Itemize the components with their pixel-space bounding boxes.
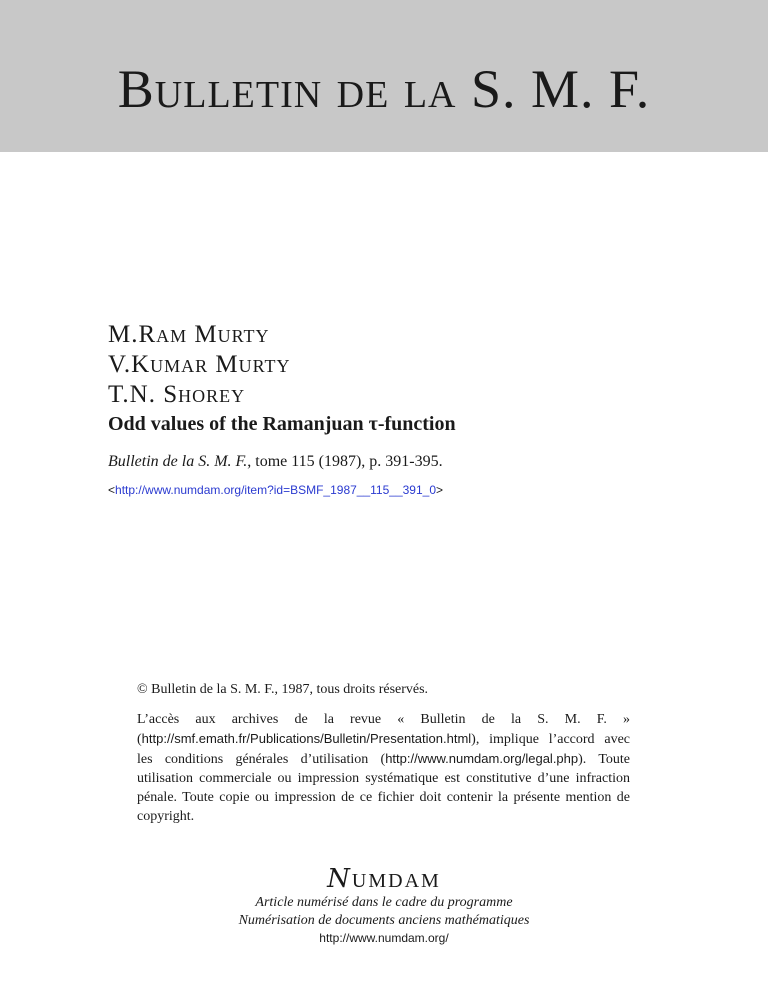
logo-text: UMDAM [351, 870, 441, 892]
notice-text: L’accès aux archives de la revue « Bulletin de la S. M. F. » ( [137, 712, 630, 747]
article-url-line [108, 483, 443, 497]
numdam-link[interactable]: http://www.numdam.org/ [319, 931, 449, 945]
numdam-logo [0, 866, 768, 894]
copyright-notice: © Bulletin de la S. M. F., 1987, tous droits réservés. [137, 682, 429, 697]
logo-initial: N [327, 864, 352, 894]
citation [108, 453, 443, 471]
citation-details: , tome 115 (1987), p. 391-395. [247, 453, 443, 470]
footer-line: Article numérisé dans le cadre du programme [255, 895, 513, 910]
journal-presentation-link[interactable]: http://smf.emath.fr/Publications/Bulletin/Presentation.html [141, 731, 472, 746]
article-link[interactable]: http://www.numdam.org/item?id=BSMF_1987__115__391_0 [115, 483, 436, 497]
legal-link[interactable]: http://www.numdam.org/legal.php [385, 751, 579, 766]
header-banner [0, 0, 768, 152]
author-name: T.N. Shorey [108, 381, 246, 408]
citation-journal: Bulletin de la S. M. F. [108, 453, 248, 470]
author-list [108, 320, 291, 410]
footer-line: Numérisation de documents anciens mathématiques [238, 913, 530, 928]
article-title: Odd values of the Ramanjuan τ-function [108, 413, 456, 435]
url-bracket-close: > [436, 483, 444, 497]
author-name: M.Ram Murty [108, 321, 270, 348]
footer [0, 866, 768, 947]
url-bracket-open: < [108, 483, 116, 497]
journal-title: Bulletin de la S. M. F. [117, 59, 651, 119]
terms-notice [137, 710, 630, 826]
notice-text: ). Toute utilisation commerciale ou impression systématique est constitutive d’une infraction pénale. Toute copie ou impression de ce fichier doit contenir la présente mention de copyright. [137, 752, 630, 824]
notice-text: ), implique l’accord avec les conditions générales d’utilisation ( [137, 732, 630, 767]
author-name: V.Kumar Murty [108, 351, 291, 378]
